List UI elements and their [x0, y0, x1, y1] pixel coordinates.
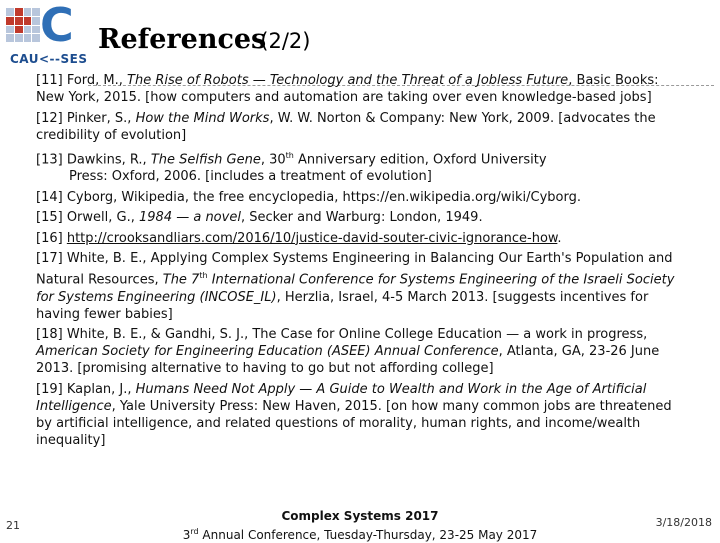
reference-17: [17] White, B. E., Applying Complex Systems Engineering in Balancing Our Earth's Population and Natural Resources, The 7th International Conference for Systems Engineering of the Israeli Society for Systems Engineering (INCOSE_IL), Herzlia, Israel, 4-5 March 2013. [suggests incentives for having fewer babies]	[36, 251, 675, 322]
title-suffix: (2/2)	[260, 29, 311, 53]
reference-16: [16] http://crooksandliars.com/2016/10/justice-david-souter-civic-ignorance-how.	[36, 230, 562, 246]
reference-14: [14] Cyborg, Wikipedia, the free encyclopedia, https://en.wikipedia.org/wiki/Cyborg.	[36, 189, 581, 205]
reference-18: [18] White, B. E., & Gandhi, S. J., The Case for Online College Education — a work in progress, American Society for Engineering Education (ASEE) Annual Conference, Atlanta, GA, 23-26 June 2013. [promising alternative to having to go but not affording college]	[36, 327, 660, 377]
logo-text: CAU<--SES	[10, 52, 88, 66]
footer-date: 3/18/2018	[655, 516, 712, 529]
slide-title	[98, 24, 310, 55]
reference-15: [15] Orwell, G., 1984 — a novel, Secker and Warburg: London, 1949.	[36, 210, 483, 226]
reference-16-link[interactable]: http://crooksandliars.com/2016/10/justice-david-souter-civic-ignorance-how	[66, 230, 558, 246]
logo-grid-icon	[6, 8, 40, 42]
reference-12: [12] Pinker, S., How the Mind Works, W. W. Norton & Company: New York, 2009. [advocates the credibility of evolution]	[36, 110, 656, 143]
slide-number: 21	[6, 519, 20, 532]
reference-13: [13] Dawkins, R., The Selfish Gene, 30th Anniversary edition, Oxford University Press: Oxford, 2006. [includes a treatment of evolution]	[36, 147, 676, 185]
reference-13-line2: Press: Oxford, 2006. [includes a treatment of evolution]	[69, 169, 432, 185]
reference-11: [11] Ford, M., The Rise of Robots — Technology and the Threat of a Jobless Future, Basic Books: New York, 2015. [how computers and automation are taking over even knowledge-based jobs]	[36, 73, 659, 105]
footer-conference-title: Complex Systems 2017	[281, 509, 439, 523]
reference-list	[36, 72, 676, 452]
footer-conference	[180, 508, 540, 543]
title-main: References	[98, 24, 267, 55]
cau-ses-logo	[6, 0, 88, 68]
logo-c-letter: C	[40, 0, 74, 52]
reference-19: [19] Kaplan, J., Humans Need Not Apply — A Guide to Wealth and Work in the Age of Artificial Intelligence, Yale University Press: New Haven, 2015. [on how many common jobs are threatened by artificial intelligence, and related questions of morality, human rights, and income/wealth inequality]	[36, 381, 672, 448]
footer-conference-details: 3rd Annual Conference, Tuesday-Thursday, 23-25 May 2017	[182, 527, 538, 542]
